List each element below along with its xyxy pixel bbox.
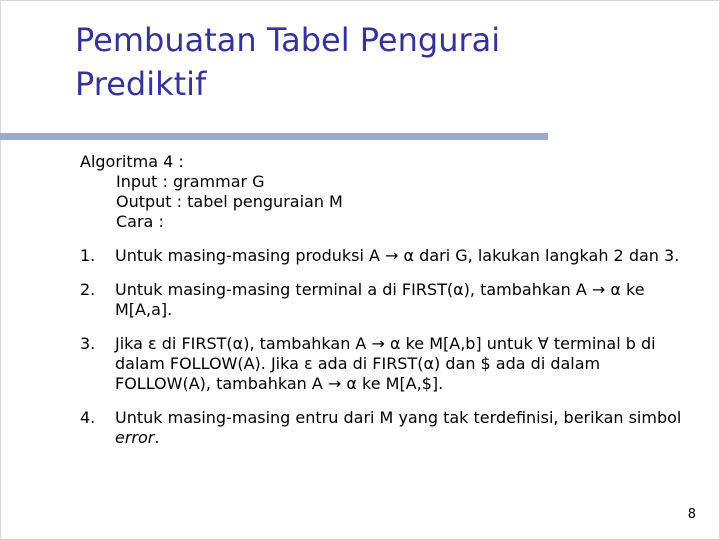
slide-body <box>80 152 690 448</box>
step-text: Untuk masing-masing produksi A → α dari G, lakukan langkah 2 dan 3. <box>115 246 680 265</box>
page-number: 8 <box>687 507 696 522</box>
output-line: Output : tabel penguraian M <box>116 192 343 211</box>
title-underline-bar <box>0 133 548 140</box>
step-text-main: Untuk masing-masing entru dari M yang tak terdefinisi, berikan simbol <box>115 408 682 427</box>
input-line: Input : grammar G <box>116 172 265 191</box>
step-text <box>115 408 690 448</box>
step-3 <box>80 334 690 394</box>
step-1 <box>80 246 690 266</box>
title-line-1: Pembuatan Tabel Pengurai <box>75 21 501 59</box>
title-line-2: Prediktif <box>75 65 207 103</box>
step-text: Untuk masing-masing terminal a di FIRST(α), tambahkan A → α ke M[A,a]. <box>115 280 645 319</box>
step-text-end: . <box>154 428 160 447</box>
algorithm-heading: Algoritma 4 : <box>80 152 184 171</box>
step-4 <box>80 408 690 448</box>
slide-title <box>75 18 675 106</box>
step-2 <box>80 280 690 320</box>
step-number: 4. <box>80 408 96 427</box>
step-number: 2. <box>80 280 96 299</box>
step-text-italic: error <box>115 428 155 447</box>
method-line: Cara : <box>116 212 164 231</box>
step-text: Jika ε di FIRST(α), tambahkan A → α ke M[A,b] untuk ∀ terminal b di dalam FOLLOW(A). Jika ε ada di FIRST(α) dan $ ada di dalam FOLLOW(A), tambahkan A → α ke M[A,$]. <box>115 334 656 393</box>
step-number: 1. <box>80 246 96 265</box>
step-number: 3. <box>80 334 96 353</box>
